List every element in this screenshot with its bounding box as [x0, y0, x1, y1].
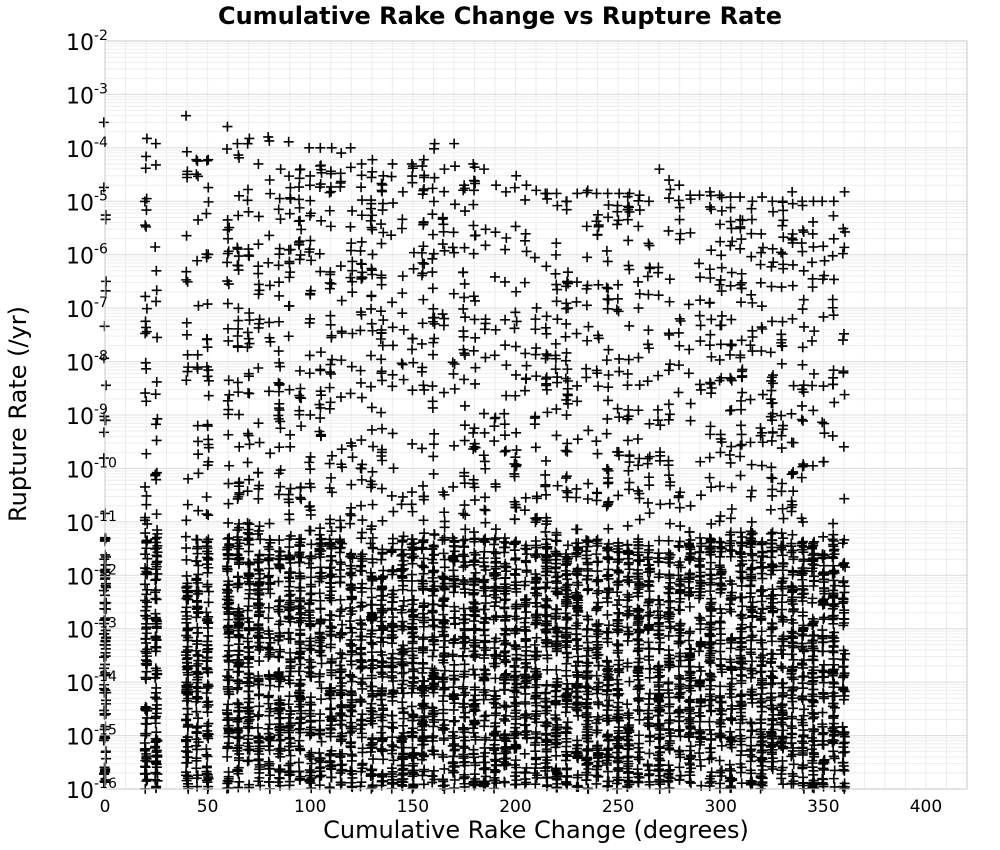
x-axis-label: Cumulative Rake Change (degrees) [323, 816, 749, 844]
chart-title: Cumulative Rake Change vs Rupture Rate [217, 2, 783, 30]
y-axis-label-text: Rupture Rate (/yr) [4, 306, 32, 522]
